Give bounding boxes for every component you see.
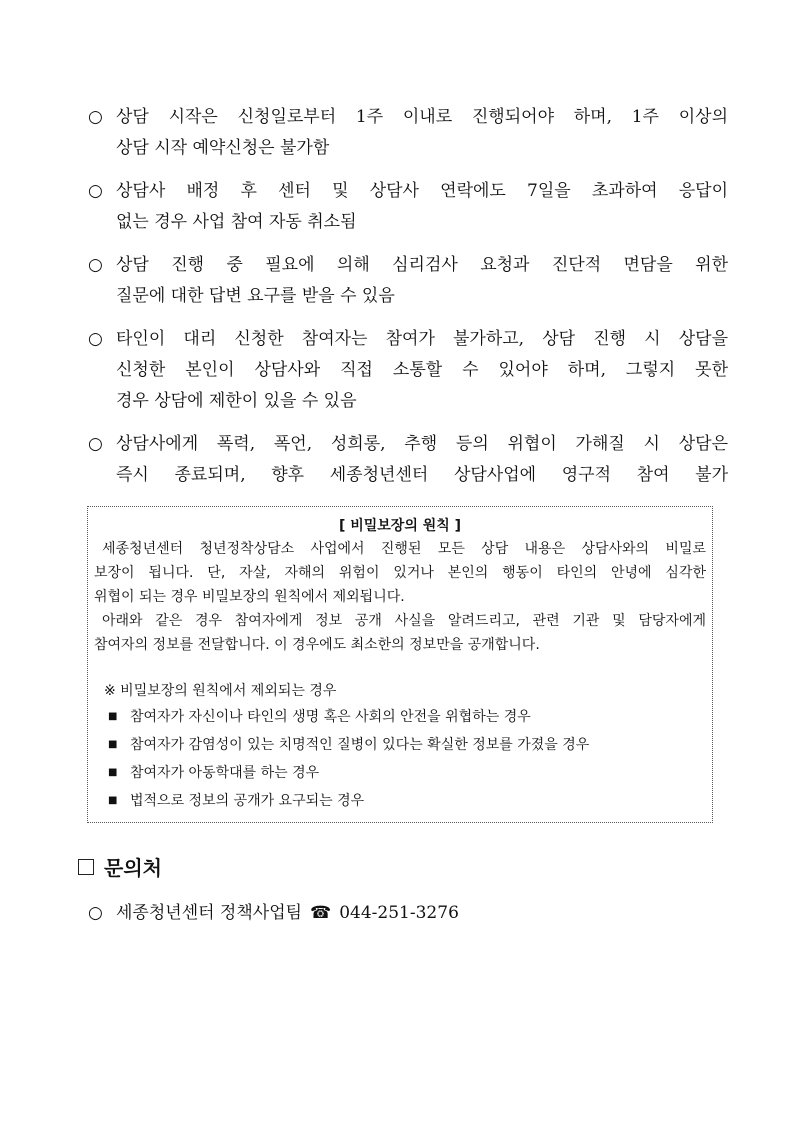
bullet-item	[88, 176, 728, 238]
paragraph-line: 위협이 되는 경우 비밀보장의 원칙에서 제외됩니다.	[94, 589, 405, 605]
bullet-text-line: 상담 시작 예약신청은 불가함	[116, 138, 330, 158]
confidentiality-title: [ 비밀보장의 원칙 ]	[338, 518, 462, 534]
contact-line	[88, 898, 459, 929]
circle-bullet-icon: ○	[88, 107, 103, 127]
square-bullet-icon: ■	[108, 739, 118, 750]
square-outline-icon	[78, 859, 94, 875]
notice-bullet-list	[88, 102, 728, 503]
bullet-item	[88, 324, 728, 417]
bullet-item	[88, 102, 728, 164]
contact-section-title: 문의처	[104, 856, 162, 880]
confidentiality-paragraph	[94, 537, 706, 609]
bullet-text-line: 타인이 대리 신청한 참여자는 참여가 불가하고, 상담 진행 시 상담을	[116, 329, 728, 349]
circle-bullet-icon: ○	[88, 434, 103, 454]
disclosure-paragraph	[94, 609, 706, 657]
exception-item	[94, 703, 706, 731]
paragraph-line: 참여자의 정보를 전달합니다. 이 경우에도 최소한의 정보만을 공개합니다.	[94, 637, 540, 653]
square-bullet-icon: ■	[108, 795, 118, 806]
square-bullet-icon: ■	[108, 767, 118, 778]
bullet-text-line: 질문에 대한 답변 요구를 받을 수 있음	[116, 286, 395, 306]
bullet-text-line: 없는 경우 사업 참여 자동 취소됨	[116, 212, 357, 232]
contact-section-heading	[78, 852, 162, 881]
paragraph-line: 보장이 됩니다. 단, 자살, 자해의 위험이 있거나 본인의 행동이 타인의 안녕에 심각한	[94, 565, 706, 581]
bullet-text-line: 신청한 본인이 상담사와 직접 소통할 수 있어야 하며, 그렇지 못한	[116, 360, 728, 380]
exceptions-note: ※ 비밀보장의 원칙에서 제외되는 경우	[104, 683, 337, 699]
exception-item	[94, 759, 706, 787]
bullet-text-line: 상담 시작은 신청일로부터 1주 이내로 진행되어야 하며, 1주 이상의	[116, 107, 728, 127]
circle-bullet-icon: ○	[88, 181, 103, 201]
bullet-item	[88, 250, 728, 312]
contact-org: 세종청년센터 정책사업팀	[116, 903, 303, 923]
bullet-text-line: 상담사에게 폭력, 폭언, 성희롱, 추행 등의 위협이 가해질 시 상담은	[116, 434, 728, 454]
bullet-item	[88, 429, 728, 491]
bullet-text-line: 상담 진행 중 필요에 의해 심리검사 요청과 진단적 면담을 위한	[116, 255, 728, 275]
exception-text: 참여자가 감염성이 있는 치명적인 질병이 있다는 확실한 정보를 가졌을 경우	[130, 737, 590, 753]
phone-icon: ☎	[310, 903, 332, 923]
exception-item	[94, 731, 706, 759]
exception-text: 참여자가 아동학대를 하는 경우	[130, 765, 320, 781]
circle-bullet-icon: ○	[88, 903, 103, 923]
exception-item	[94, 787, 706, 815]
circle-bullet-icon: ○	[88, 329, 103, 349]
confidentiality-box	[87, 506, 713, 823]
contact-phone: 044-251-3276	[339, 903, 459, 923]
circle-bullet-icon: ○	[88, 255, 103, 275]
paragraph-line: 세종청년센터 청년정착상담소 사업에서 진행된 모든 상담 내용은 상담사와의 비밀로	[102, 541, 706, 557]
exception-text: 참여자가 자신이나 타인의 생명 혹은 사회의 안전을 위협하는 경우	[130, 709, 531, 725]
exception-text: 법적으로 정보의 공개가 요구되는 경우	[130, 793, 365, 809]
paragraph-line: 아래와 같은 경우 참여자에게 정보 공개 사실을 알려드리고, 관련 기관 및 담당자에게	[102, 613, 706, 629]
square-bullet-icon: ■	[108, 711, 118, 722]
bullet-text-line: 경우 상담에 제한이 있을 수 있음	[116, 391, 357, 411]
bullet-text-line: 상담사 배정 후 센터 및 상담사 연락에도 7일을 초과하여 응답이	[116, 181, 728, 201]
bullet-text-line: 즉시 종료되며, 향후 세종청년센터 상담사업에 영구적 참여 불가	[116, 465, 728, 485]
